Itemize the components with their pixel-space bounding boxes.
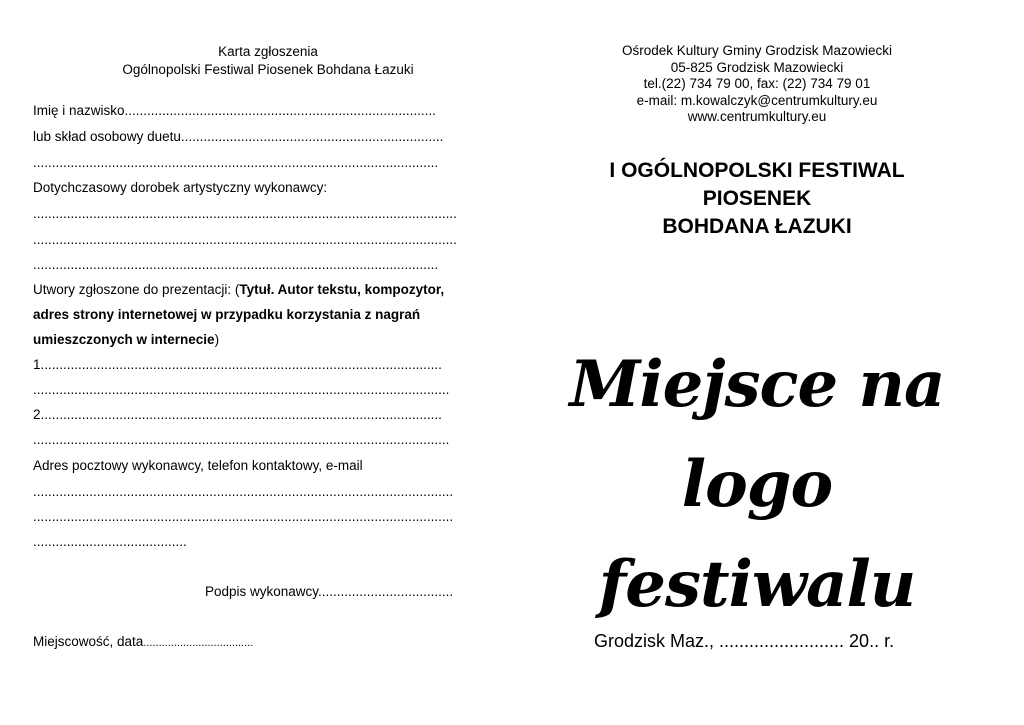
duo-members-continuation[interactable]: ............................................................................................................: [33, 155, 439, 170]
works-label-bold-1: Tytuł. Autor tekstu, kompozytor,: [239, 282, 445, 297]
works-label: [33, 281, 493, 298]
works-label-line-2: [33, 306, 493, 323]
place-date-dots: ....................................: [143, 637, 254, 649]
place-date-field[interactable]: [33, 633, 493, 652]
signature-field[interactable]: Podpis wykonawcy....................................: [205, 584, 454, 599]
place-date-label: Miejscowość, data: [33, 634, 144, 649]
works-label-prefix: Utwory zgłoszone do prezentacji: (: [33, 282, 240, 297]
work-1-field[interactable]: 1...........................................................................................................: [33, 357, 442, 372]
address-label: Adres pocztowy wykonawcy, telefon kontaktowy, e-mail: [33, 458, 363, 473]
works-label-bold-2: adres strony internetowej w przypadku korzystania z nagrań: [33, 307, 421, 322]
organizer-website: www.centrumkultury.eu: [687, 109, 827, 124]
logo-placeholder: [512, 335, 1002, 635]
work-2-field[interactable]: 2...........................................................................................................: [33, 407, 442, 422]
organizer-address: 05-825 Grodzisk Mazowiecki: [670, 59, 844, 75]
organizer-contact: [512, 43, 1002, 126]
logo-placeholder-line-2: festiwalu: [598, 547, 916, 622]
festival-title: [512, 157, 1002, 241]
organizer-email: e-mail: m.kowalczyk@centrumkultury.eu: [636, 92, 878, 108]
works-label-suffix: ): [214, 332, 220, 347]
works-label-bold-3: umieszczonych w internecie: [33, 332, 215, 347]
work-2-continuation[interactable]: ...............................................................................................................: [33, 432, 450, 447]
works-label-line-3: [33, 331, 493, 348]
address-line-1[interactable]: ................................................................................................................: [33, 484, 454, 499]
achievements-line-3[interactable]: ............................................................................................................: [33, 257, 439, 272]
festival-title-line-3: BOHDANA ŁAZUKI: [662, 215, 852, 238]
festival-title-line-2: PIOSENEK: [702, 187, 812, 210]
address-line-3[interactable]: .........................................: [33, 534, 187, 549]
duo-members-field[interactable]: lub skład osobowy duetu......................................................................: [33, 129, 444, 144]
organizer-name: Ośrodek Kultury Gminy Grodzisk Mazowiecki: [621, 43, 893, 58]
festival-title-line-1: I OGÓLNOPOLSKI FESTIWAL: [609, 159, 905, 182]
organizer-phone: tel.(22) 734 79 00, fax: (22) 734 79 01: [643, 76, 871, 91]
logo-placeholder-line-1: Miejsce na logo: [569, 347, 945, 522]
name-field[interactable]: Imię i nazwisko...................................................................................: [33, 103, 436, 118]
address-line-2[interactable]: ................................................................................................................: [33, 509, 454, 524]
work-1-continuation[interactable]: ...............................................................................................................: [33, 382, 450, 397]
place-date-footer: Grodzisk Maz., ......................... 20.. r.: [594, 631, 895, 651]
form-subtitle: Ogólnopolski Festiwal Piosenek Bohdana Łazuki: [122, 62, 414, 77]
achievements-label: Dotychczasowy dorobek artystyczny wykonawcy:: [33, 180, 328, 195]
achievements-line-1[interactable]: .................................................................................................................: [33, 206, 457, 221]
achievements-line-2[interactable]: .................................................................................................................: [33, 232, 457, 247]
form-title: Karta zgłoszenia: [218, 44, 318, 59]
